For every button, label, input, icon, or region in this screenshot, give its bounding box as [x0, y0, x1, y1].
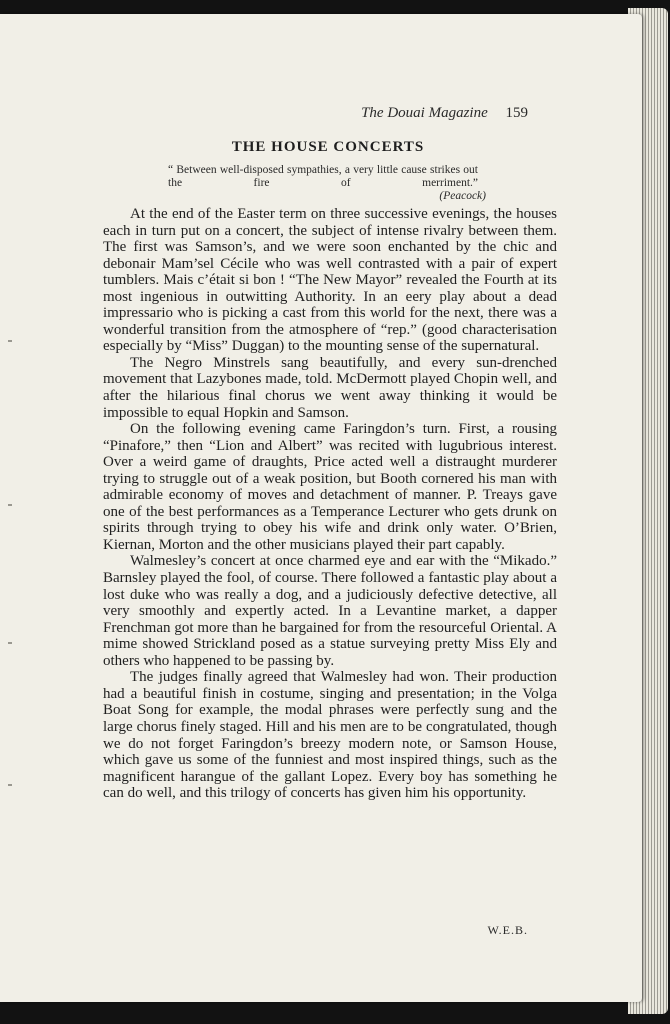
- page-number: 159: [505, 105, 528, 121]
- paragraph: On the following evening came Faringdon’s turn. First, a rousing “Pinafore,” then “Lion and Albert” was recited with lugubrious interest. Over a weird game of draughts, Price acted well a distraught murderer trying to struggle out of a weak position, but Booth cornered his man with admirable economy of moves and detachment of manner. P. Treays gave one of the best performances as a Temperance Lecturer who gets drunk on spirits through trying to obey his wife and drink only water. O’Brien, Kiernan, Morton and the other musicians played their part capably.: [103, 421, 557, 553]
- margin-mark: [8, 784, 12, 786]
- paragraph: The judges finally agreed that Walmesley had won. Their production had a beautiful finish in costume, singing and presentation; in the Volga Boat Song for example, the modal phrases were perfectly sung and the large chorus finely staged. Hill and his men are to be congratulated, though we do not forget Faringdon’s breezy modern note, or Samson House, which gave us some of the funniest and most inspired things, such as the magnificent harangue of the gallant Lopez. Every boy has something he can do well, and this trilogy of concerts has given him his opportunity.: [103, 669, 557, 802]
- paragraph: At the end of the Easter term on three successive evenings, the houses each in turn put on a concert, the subject of intense rivalry between them. The first was Samson’s, and we were soon enchanted by the chic and debonair Mam’sel Cécile who was well contrasted with a pair of expert tumblers. Mais c’était si bon ! “The New Mayor” revealed the Fourth at its most ingenious in outwitting Authority. In an eery play about a dead impressario who is picking a cast from this world for the next, there was a wonderful transition from the atmosphere of “rep.” (good characterisation especially by “Miss” Duggan) to the mounting sense of the supernatural.: [103, 206, 557, 355]
- paragraph: Walmesley’s concert at once charmed eye and ear with the “Mikado.” Barnsley played the fool, of course. There followed a fantastic play about a lost duke who was really a dog, and a judiciously defective detective, all very smoothly and expertly acted. In a Levantine market, a dapper Frenchman got more than he bargained for from the resourceful Oriental. A mime showed Strickland posed as a statue surveying pretty Miss Ely and others who happened to be passing by.: [103, 553, 557, 669]
- epigraph: “ Between well-disposed sympathies, a very little cause strikes out the fire of merriment.”: [168, 164, 478, 189]
- margin-mark: [8, 340, 12, 342]
- magazine-name: The Douai Magazine: [361, 105, 488, 121]
- margin-mark: [8, 642, 12, 644]
- article-body: [103, 206, 557, 802]
- book-page: [0, 14, 642, 1002]
- epigraph-source: (Peacock): [439, 190, 486, 202]
- margin-mark: [8, 504, 12, 506]
- author-signature: W.E.B.: [487, 923, 528, 937]
- article-title: THE HOUSE CONCERTS: [231, 139, 425, 155]
- paragraph: The Negro Minstrels sang beautifully, and every sun-drenched movement that Lazybones made, told. McDermott played Chopin well, and after the hilarious final chorus we went away thinking it would be impossible to equal Hopkin and Samson.: [103, 354, 557, 421]
- running-header: [361, 105, 528, 122]
